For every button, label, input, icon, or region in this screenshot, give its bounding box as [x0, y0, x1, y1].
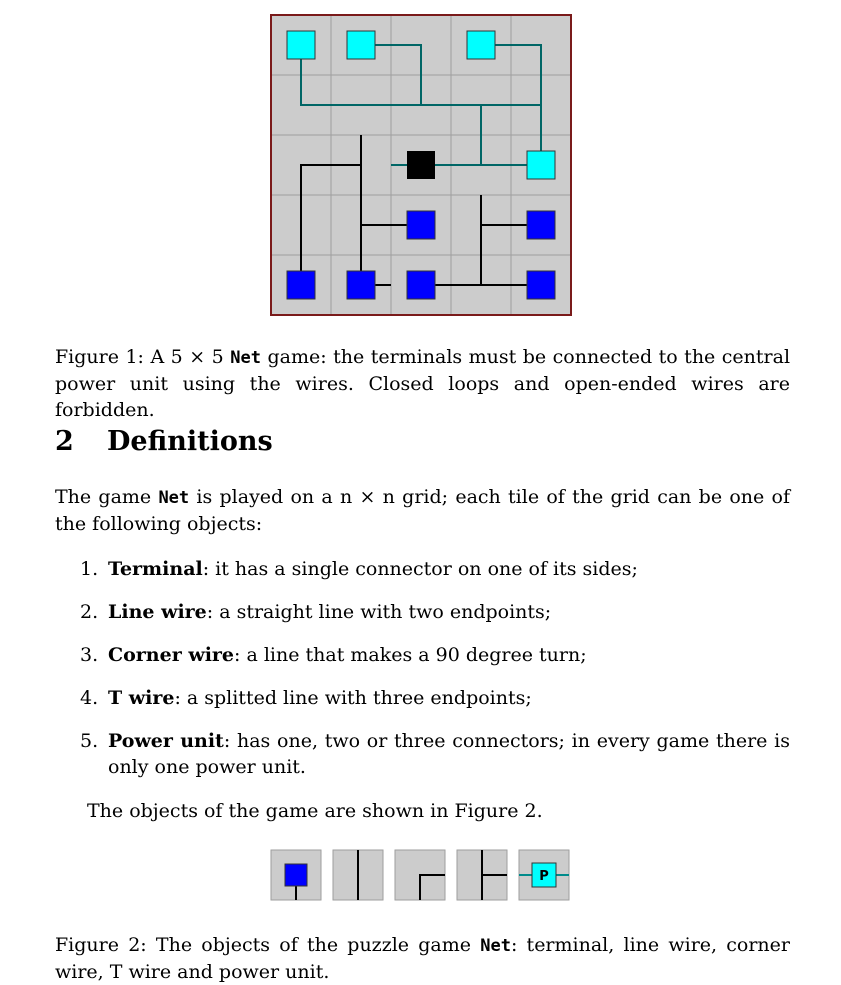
paragraph-intro — [55, 484, 790, 537]
object-line-wire — [333, 850, 383, 900]
power-unit-label: P — [539, 869, 549, 884]
section-heading — [55, 426, 273, 457]
section-title: Definitions — [107, 426, 273, 457]
paragraph-figure-reference: The objects of the game are shown in Figure 2. — [87, 800, 543, 822]
section-number: 2 — [55, 426, 74, 457]
paragraph-intro-code: Net — [158, 488, 190, 508]
list-item-desc: : has one, two or three connectors; in every game there is only one power unit. — [108, 730, 790, 778]
figure-1-text-b: game: the terminals must be connected to the central power unit using the wires. Closed loops and open-ended wires are forbidden. — [55, 346, 791, 421]
list-item — [80, 642, 790, 668]
object-corner-wire — [395, 850, 445, 900]
list-item-term: Line wire — [108, 601, 207, 623]
terminal-active — [347, 31, 375, 59]
figure-2-text-a: The objects of the puzzle game — [155, 934, 471, 956]
list-item-number: 1. — [80, 558, 99, 580]
list-item-number: 2. — [80, 601, 99, 623]
terminal-active — [527, 151, 555, 179]
power-unit — [407, 151, 435, 179]
list-item — [80, 599, 790, 625]
terminal-inactive — [407, 271, 435, 299]
list-item — [80, 556, 790, 582]
terminal-inactive — [407, 211, 435, 239]
list-item-number: 3. — [80, 644, 99, 666]
object-t-wire — [457, 850, 507, 900]
list-item-desc: : a straight line with two endpoints; — [206, 601, 552, 623]
paragraph-intro-pre: The game — [55, 486, 152, 508]
list-item-term: Terminal — [108, 558, 203, 580]
objects-list — [80, 556, 790, 780]
figure-2-text-b: : terminal, line wire, corner wire, T wire and power unit. — [55, 934, 790, 983]
list-item — [80, 728, 790, 780]
list-item-number: 5. — [80, 730, 99, 752]
figure-2-code: Net — [480, 936, 511, 956]
list-item — [80, 685, 790, 711]
figure-1-caption — [55, 344, 790, 423]
object-power-unit — [519, 850, 569, 900]
list-item-term: T wire — [108, 687, 175, 709]
object-terminal — [271, 850, 321, 900]
figure-1-net-grid — [270, 14, 572, 317]
list-item-desc: : a line that makes a 90 degree turn; — [234, 644, 587, 666]
list-item-term: Corner wire — [108, 644, 235, 666]
list-item-term: Power unit — [108, 730, 224, 752]
list-item-desc: : it has a single connector on one of its sides; — [202, 558, 638, 580]
figure-2-objects — [270, 849, 572, 902]
figure-2-caption — [55, 932, 790, 985]
list-item-desc: : a splitted line with three endpoints; — [174, 687, 532, 709]
terminal-inactive — [287, 271, 315, 299]
terminal-inactive — [527, 271, 555, 299]
terminal-inactive — [347, 271, 375, 299]
terminal-active — [287, 31, 315, 59]
figure-1-label: Figure 1: — [55, 346, 144, 368]
figure-1-code: Net — [230, 348, 261, 368]
terminal-inactive — [527, 211, 555, 239]
figure-1-text-a: A 5 × 5 — [150, 346, 224, 368]
terminal-active — [467, 31, 495, 59]
list-item-number: 4. — [80, 687, 99, 709]
figure-2-label: Figure 2: — [55, 934, 147, 956]
paragraph-intro-post: is played on a n × n grid; each tile of the grid can be one of the following objects: — [55, 486, 790, 535]
